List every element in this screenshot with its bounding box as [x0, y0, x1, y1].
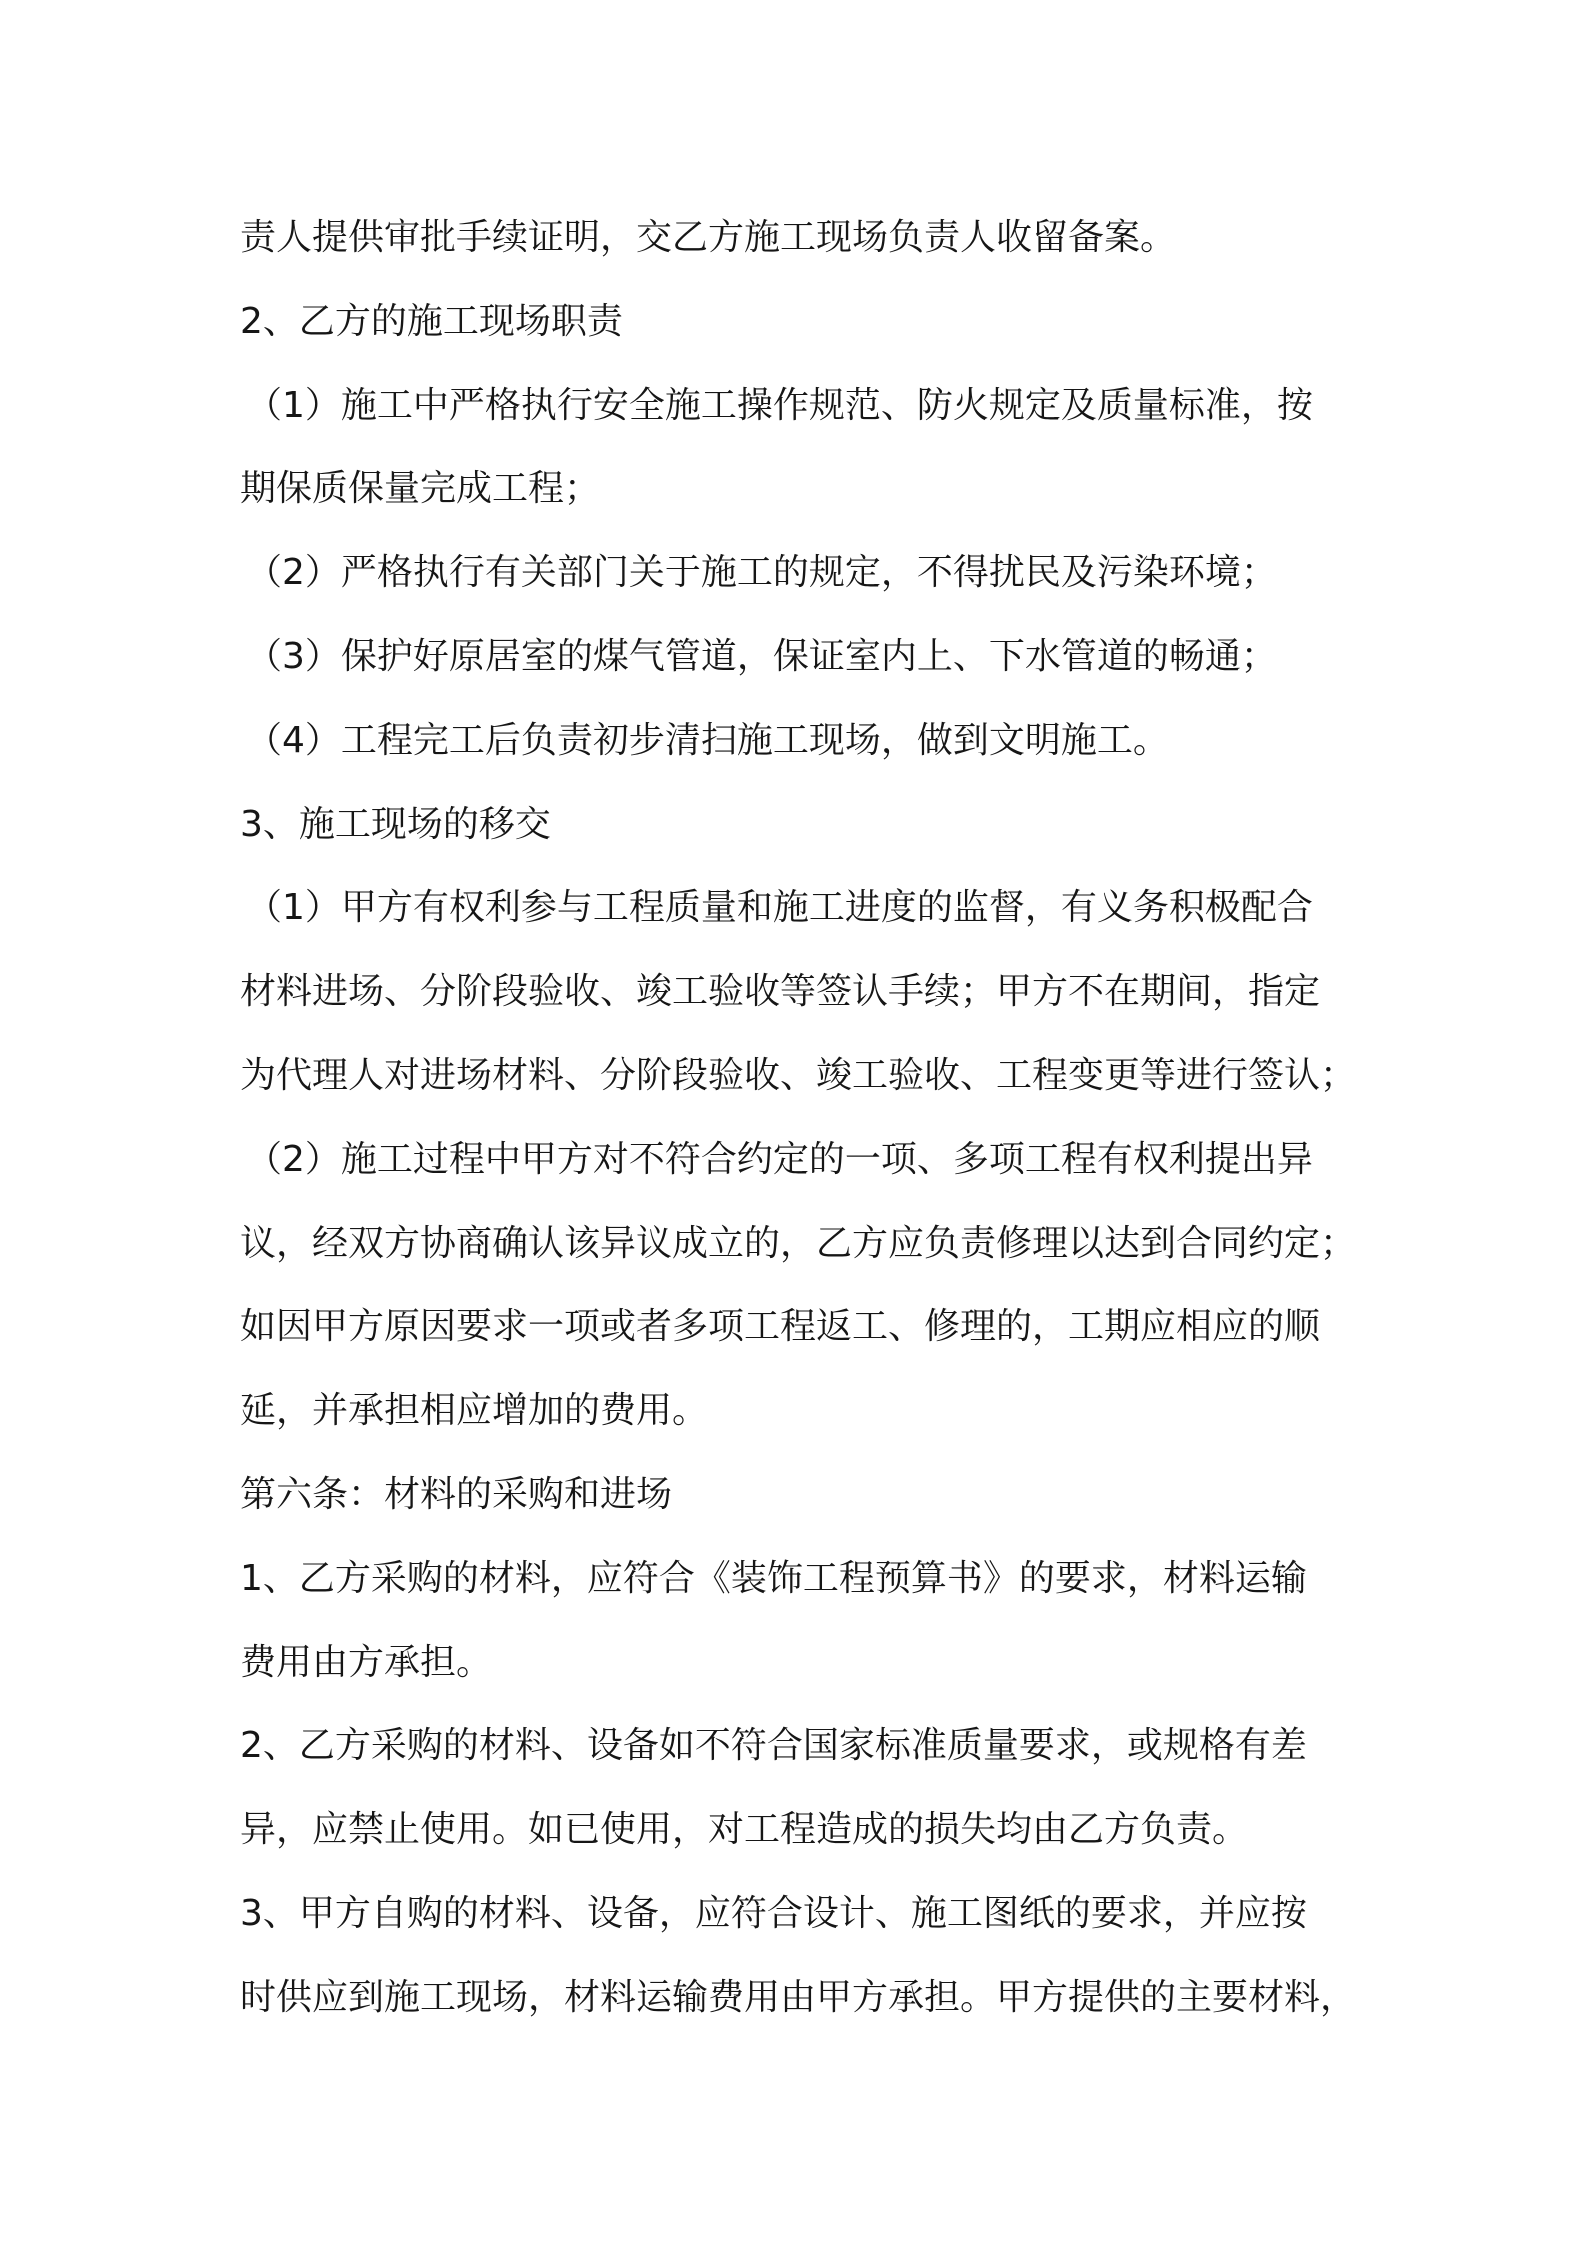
- text-line: 议，经双方协商确认该异议成立的，乙方应负责修理以达到合同约定；: [240, 1222, 1357, 1264]
- article-heading: 第六条：材料的采购和进场: [240, 1473, 673, 1515]
- text-line: 期保质保量完成工程；: [240, 468, 601, 510]
- section-heading: 2、乙方的施工现场职责: [240, 300, 623, 342]
- text-line: （3）保护好原居室的煤气管道，保证室内上、下水管道的畅通；: [246, 635, 1277, 677]
- text-line: 异，应禁止使用。如已使用，对工程造成的损失均由乙方负责。: [240, 1809, 1249, 1851]
- text-line: （1）施工中严格执行安全施工操作规范、防火规定及质量标准，按: [246, 384, 1313, 426]
- text-line: （2）严格执行有关部门关于施工的规定，不得扰民及污染环境；: [246, 552, 1277, 594]
- text-line: 延，并承担相应增加的费用。: [240, 1390, 709, 1432]
- section-heading: 3、施工现场的移交: [240, 803, 551, 845]
- text-line: 费用由方承担。: [240, 1641, 493, 1683]
- text-line: 时供应到施工现场，材料运输费用由甲方承担。甲方提供的主要材料，: [240, 1976, 1357, 2018]
- text-line: 3、甲方自购的材料、设备，应符合设计、施工图纸的要求，并应按: [240, 1892, 1307, 1934]
- text-line: （1）甲方有权利参与工程质量和施工进度的监督，有义务积极配合: [246, 887, 1313, 929]
- text-line: 2、乙方采购的材料、设备如不符合国家标准质量要求，或规格有差: [240, 1725, 1307, 1767]
- text-line: （2）施工过程中甲方对不符合约定的一项、多项工程有权利提出异: [246, 1138, 1313, 1180]
- text-line: （4）工程完工后负责初步清扫施工现场，做到文明施工。: [246, 719, 1169, 761]
- text-line: 责人提供审批手续证明，交乙方施工现场负责人收留备案。: [240, 217, 1177, 258]
- document-body: [240, 196, 1357, 2040]
- text-line: 如因甲方原因要求一项或者多项工程返工、修理的，工期应相应的顺: [240, 1306, 1321, 1348]
- text-line: 材料进场、分阶段验收、竣工验收等签认手续；甲方不在期间，指定: [240, 971, 1321, 1013]
- text-line: 为代理人对进场材料、分阶段验收、竣工验收、工程变更等进行签认；: [240, 1054, 1357, 1096]
- text-line: 1、乙方采购的材料，应符合《装饰工程预算书》的要求，材料运输: [240, 1557, 1307, 1599]
